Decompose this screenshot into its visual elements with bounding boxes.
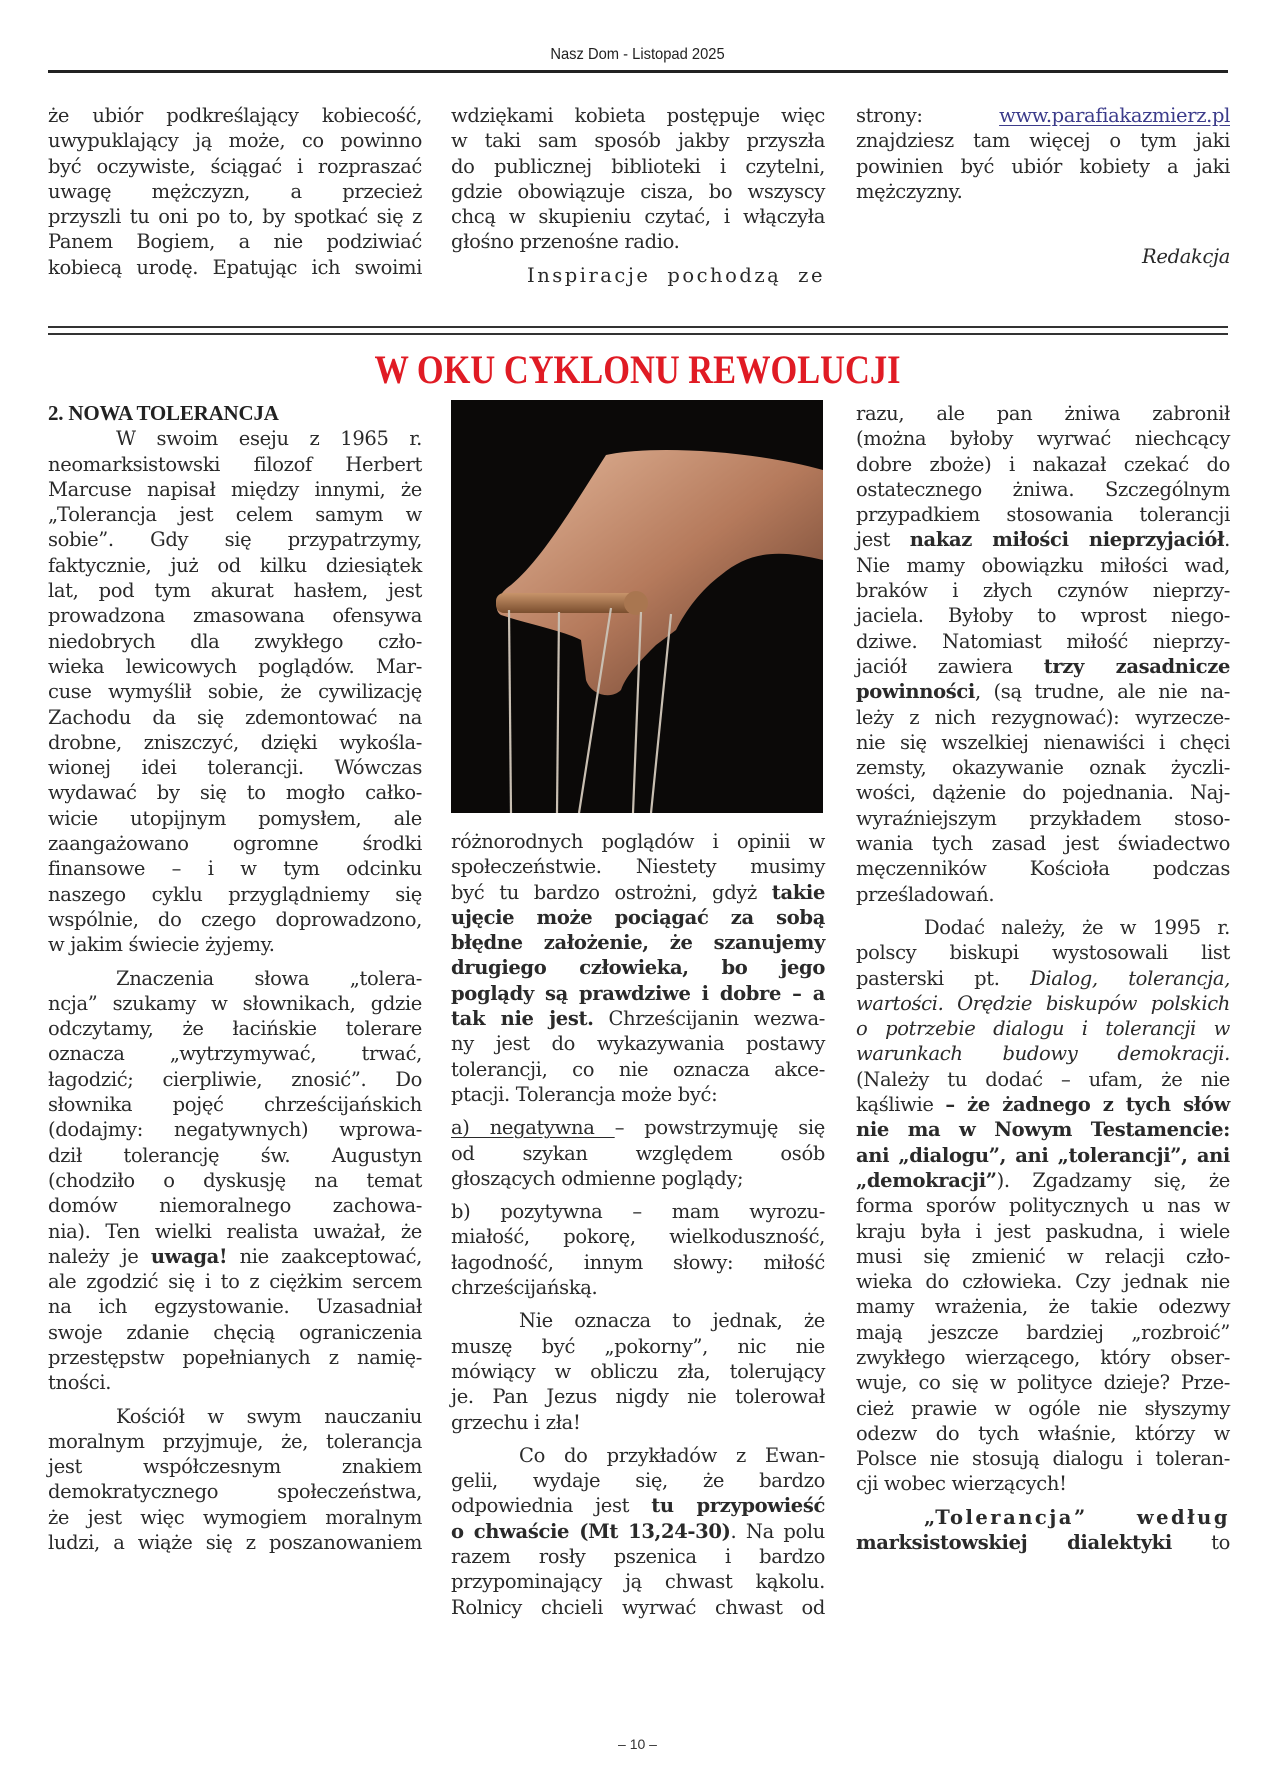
emphasis-line: błędne założenie, że szanujemy xyxy=(451,931,825,955)
text-fragment: kąśliwie xyxy=(856,1093,946,1117)
text-line: wuje, co się w polityce dzieje? Prze- xyxy=(856,1371,1230,1395)
text-fragment: pasterski pt. xyxy=(856,966,1031,990)
text-line: finansowe – i w tym odcinku xyxy=(48,857,422,881)
text-line: przypominający ją chwast kąkolu. xyxy=(451,1570,825,1594)
text-line: muszę być „pokorny”, nic nie xyxy=(451,1334,825,1358)
text-fragment: – powstrzymuję się xyxy=(614,1116,825,1140)
text-line: chcą w skupieniu czytać, i włączyła xyxy=(451,205,825,229)
emphasis-text: trzy zasadnicze xyxy=(1043,654,1230,678)
text-line: cuse wymyślił sobie, że cywilizację xyxy=(48,680,422,704)
text-line: uwagę mężczyzn, a przecież xyxy=(48,179,422,203)
text-line: łagodzić; cierpliwie, znosić”. Do xyxy=(48,1067,422,1091)
article-column-2 xyxy=(451,829,825,1620)
text-line xyxy=(856,1530,1230,1555)
list-item-negative xyxy=(451,1115,825,1140)
text-line: głośno przenośne radio. xyxy=(451,230,680,254)
text-line: że jest więc wymogiem moralnym xyxy=(48,1505,422,1529)
text-line: ostatecznego żniwa. Szczególnym xyxy=(856,477,1230,501)
text-line: nia). Ten wielki realista uważał, że xyxy=(48,1219,422,1243)
text-line: Panem Bogiem, a nie podziwiać xyxy=(48,230,422,254)
bible-reference: o chwaście (Mt 13,24-30) xyxy=(451,1519,731,1543)
text-line: wdziękami kobieta postępuje więc xyxy=(451,104,825,127)
text-line: domów niemoralnego zachowa- xyxy=(48,1194,422,1218)
text-line: ptacji. Tolerancja może być: xyxy=(451,1082,718,1106)
text-line: sobie”. Gdy się przypatrzymy, xyxy=(48,528,422,552)
article-title: W OKU CYKLONU REWOLUCJI xyxy=(374,347,901,392)
text-line xyxy=(856,654,1230,679)
text-line xyxy=(451,1493,825,1518)
text-line: wionej idei tolerancji. Wówczas xyxy=(48,756,422,780)
text-line: przestępstw popełnianych z namię- xyxy=(48,1345,422,1369)
marionette-hand-photo xyxy=(451,400,823,813)
text-line: mamy wrażenia, że takie odezwy xyxy=(856,1295,1230,1319)
text-line: polscy biskupi wystosowali list xyxy=(856,941,1230,965)
emphasis-line: drugiego człowieka, bo jego xyxy=(451,956,825,980)
text-line: jaciela. Byłoby to wprost niego- xyxy=(856,604,1230,628)
text-line: musi się zmienić w relacji czło- xyxy=(856,1244,1230,1268)
text-fragment: jest xyxy=(856,528,910,552)
text-line: wości, dążenie do pojednania. Naj- xyxy=(856,781,1230,805)
text-line: cież prawie w ogóle nie słyszymy xyxy=(856,1396,1230,1420)
text-line: ludzi, a wiąże się z poszanowaniem xyxy=(48,1531,422,1555)
text-line: ncja” szukamy w słownikach, gdzie xyxy=(48,991,422,1015)
emphasis-text: marksistowskiej dialektyki xyxy=(856,1531,1172,1555)
emphasis-text: nakaz miłości nieprzyjaciół xyxy=(909,528,1225,552)
text-line: społeczeństwie. Niestety musimy xyxy=(451,855,825,879)
text-fragment: nie zaakceptować, xyxy=(227,1244,422,1268)
text-line: wieka lewicowych poglądów. Mar- xyxy=(48,654,422,678)
text-line xyxy=(856,679,1230,704)
text-line: gelii, wydaje się, że bardzo xyxy=(451,1469,825,1493)
text-line: mężczyzny. xyxy=(856,179,963,203)
text-line: Kościół w swym nauczaniu xyxy=(116,1404,422,1428)
article-column-1 xyxy=(48,401,422,1555)
text-line: leży z nich rezygnować): wyrzecze- xyxy=(856,705,1230,729)
emphasis-text: takie xyxy=(771,880,825,904)
text-fragment: . xyxy=(1224,528,1230,552)
text-line: Polsce nie stosują dialogu i toleran- xyxy=(856,1447,1230,1471)
emphasis-text: – że żadnego z tych słów xyxy=(945,1093,1230,1117)
text-fragment: , (są trudne, ale nie na- xyxy=(974,680,1230,704)
text-line xyxy=(856,527,1230,552)
text-line: (dodajmy: negatywnych) wprowa- xyxy=(48,1118,422,1142)
text-line xyxy=(856,1092,1230,1117)
previous-article-column-2 xyxy=(451,103,825,288)
parish-website-link[interactable]: www.parafiakazmierz.pl xyxy=(999,104,1230,127)
text-line: forma sporów politycznych u nas w xyxy=(856,1194,1230,1218)
previous-article-column-1 xyxy=(48,103,422,280)
text-line: nie się wszelkiej nienawiści i chęci xyxy=(856,730,1230,754)
document-title: Dialog, tolerancja, xyxy=(1030,966,1230,990)
text-line: swoje zdanie chęcią ograniczenia xyxy=(48,1320,422,1344)
text-line xyxy=(48,1244,422,1269)
text-line: kobiecą urodę. Epatując ich swoimi xyxy=(48,255,422,279)
section-divider xyxy=(48,326,1228,328)
text-line: na ich egzystowanie. Uzasadniał xyxy=(48,1295,422,1319)
document-title-line: wartości. Orędzie biskupów polskich xyxy=(856,991,1230,1015)
text-line: chrześcijańską. xyxy=(451,1276,598,1300)
text-line: mówiący w obliczu zła, tolerujący xyxy=(451,1359,825,1383)
emphasis-text: tak nie jest. xyxy=(451,1007,594,1031)
text-line: wania tych zasad jest świadectwo xyxy=(856,832,1230,856)
text-line: różnorodnych poglądów i opinii w xyxy=(451,830,825,853)
text-line: wspólnie, do czego doprowadzono, xyxy=(48,907,422,931)
text-line: kraju była i jest paskudna, i wiele xyxy=(856,1219,1230,1243)
text-line: być oczywiste, ściągać i rozpraszać xyxy=(48,154,422,178)
text-line xyxy=(451,1006,825,1031)
text-line: znajdziesz tam więcej o tym jaki xyxy=(856,129,1230,153)
running-header: Nasz Dom - Listopad 2025 xyxy=(550,46,725,63)
text-line: że ubiór podkreślający kobiecość, xyxy=(48,104,422,127)
text-line: przypadkiem stosowania tolerancji xyxy=(856,503,1230,527)
section-heading: 2. NOWA TOLERANCJA xyxy=(48,401,279,425)
text-fragment: ). Zgadzamy się, że xyxy=(996,1168,1230,1192)
text-line: Dodać należy, że w 1995 r. xyxy=(924,915,1230,939)
text-fragment: strony: xyxy=(856,104,923,127)
text-line: cji wobec wierzących! xyxy=(856,1472,1067,1496)
text-line: łagodność, innym słowy: miłość xyxy=(451,1250,825,1274)
text-line xyxy=(451,880,825,905)
page-number: – 10 – xyxy=(618,1736,657,1752)
text-line: słownika pojęć chrześcijańskich xyxy=(48,1093,422,1117)
text-fragment: . Na polu xyxy=(730,1519,825,1543)
text-line: ale zgodzić się i to z ciężkim sercem xyxy=(48,1270,422,1294)
text-line: wieka do człowieka. Czy jednak nie xyxy=(856,1270,1230,1294)
text-line: odezw do tych właśnie, którzy w xyxy=(856,1421,1230,1445)
list-label: a) negatywna xyxy=(451,1116,615,1140)
text-line: Znaczenia słowa „tolera- xyxy=(116,966,422,990)
text-fragment: odpowiednia jest xyxy=(451,1494,652,1518)
text-line: miałość, pokorę, wielkoduszność, xyxy=(451,1225,825,1249)
text-line: męczenników Kościoła podczas xyxy=(856,857,1230,881)
previous-article-column-3 xyxy=(856,103,1230,269)
text-line: Nie oznacza to jednak, że xyxy=(519,1309,825,1333)
text-line: powinien być ubiór kobiety a jaki xyxy=(856,154,1230,178)
text-line: Zachodu da się zdemontować na xyxy=(48,705,422,729)
text-line: (Należy tu dodać – ufam, że nie xyxy=(856,1067,1230,1091)
text-fragment: Chrześcijanin wezwa- xyxy=(593,1007,825,1031)
text-line xyxy=(856,966,1230,991)
text-fragment: być tu bardzo ostrożni, gdyż xyxy=(451,880,772,904)
emphasis-text: powinności xyxy=(856,680,975,704)
text-line: dziwe. Natomiast miłość nieprzy- xyxy=(856,629,1230,653)
text-line: mają jeszcze bardziej „rozbroić” xyxy=(856,1320,1230,1344)
text-line: razu, ale pan żniwa zabronił xyxy=(856,402,1230,425)
document-title-line: warunkach budowy demokracji. xyxy=(856,1042,1230,1066)
text-line: do publicznej biblioteki i czytelni, xyxy=(451,154,825,178)
marionette-control-bar xyxy=(496,593,646,613)
text-line: drobne, zniszczyć, dzięki wykośla- xyxy=(48,730,422,754)
emphasis-line: ujęcie może pociągać za sobą xyxy=(451,905,825,929)
emphasis-line: nie ma w Nowym Testamencie: xyxy=(856,1118,1230,1142)
text-line: Inspiracje pochodzą ze xyxy=(527,263,825,287)
text-line: (chodziło o dyskusję na temat xyxy=(48,1168,422,1192)
text-line: prześladowań. xyxy=(856,882,995,906)
text-line: braków i złych czynów nieprzy- xyxy=(856,579,1230,603)
text-line: głoszących odmienne poglądy; xyxy=(451,1166,744,1190)
text-line: naszego cyklu przyglądniemy się xyxy=(48,882,422,906)
text-line: zwykłego wierzącego, który obser- xyxy=(856,1345,1230,1369)
text-line: niedobrych dla zwykłego czło- xyxy=(48,629,422,653)
text-line: tolerancji, co nie oznacza akce- xyxy=(451,1057,825,1081)
text-line: zemsty, okazywanie oznak życzli- xyxy=(856,756,1230,780)
signature: Redakcja xyxy=(1142,245,1230,269)
text-line: prowadzona zmasowana ofensywa xyxy=(48,604,422,628)
text-line: odczytamy, że łacińskie tolerare xyxy=(48,1017,422,1041)
text-line: Co do przykładów z Ewan- xyxy=(519,1443,825,1467)
emphasis-line: poglądy są prawdziwe i dobre – a xyxy=(451,981,825,1005)
text-line: moralnym przyjmuje, że, tolerancja xyxy=(48,1429,422,1453)
list-item-positive: b) pozytywna – mam wyrozu- xyxy=(451,1200,825,1224)
text-line xyxy=(856,103,1230,128)
text-line: wyraźniejszym przykładem stoso- xyxy=(856,806,1230,830)
text-line: zaangażowano ogromne środki xyxy=(48,832,422,856)
article-column-3 xyxy=(856,401,1230,1555)
section-divider xyxy=(48,333,1228,335)
text-line: demokratycznego społeczeństwa, xyxy=(48,1480,422,1504)
text-line: lat, pod tym akurat hasłem, jest xyxy=(48,579,422,603)
marionette-hand-illustration xyxy=(451,400,823,813)
text-fragment: należy je xyxy=(48,1244,151,1268)
text-fragment: jaciół zawiera xyxy=(856,654,1044,678)
text-line: gdzie obowiązuje cisza, bo wszyscy xyxy=(451,179,825,203)
text-line: ny jest do wykazywania postawy xyxy=(451,1032,825,1056)
text-line: jest współczesnym znakiem xyxy=(48,1455,422,1479)
text-line: je. Pan Jezus nigdy nie tolerował xyxy=(451,1385,825,1409)
text-line: Nie mamy obowiązku miłości wad, xyxy=(856,553,1230,577)
text-line: faktycznie, już od kilku dziesiątek xyxy=(48,553,422,577)
text-line: wicie utopijnym pomysłem, ale xyxy=(48,806,422,830)
text-line: wydawać by się to mogło całko- xyxy=(48,781,422,805)
text-line: oznacza „wytrzymywać, trwać, xyxy=(48,1042,422,1066)
text-line: uwypuklający ją może, co powinno xyxy=(48,129,422,153)
text-line: grzechu i zła! xyxy=(451,1410,581,1434)
emphasis-text: uwaga! xyxy=(150,1244,228,1268)
header-rule xyxy=(48,70,1228,73)
text-line: dził tolerancję św. Augustyn xyxy=(48,1143,422,1167)
text-line xyxy=(451,1519,825,1544)
emphasis-line: ani „dialogu”, ani „tolerancji”, ani xyxy=(856,1143,1230,1167)
text-line: od szykan względem osób xyxy=(451,1141,825,1165)
text-fragment: to xyxy=(1171,1531,1230,1555)
text-line: Rolnicy chcieli wyrwać chwast od xyxy=(451,1595,825,1619)
emphasis-text: „demokracji” xyxy=(856,1168,997,1192)
text-line: w taki sam sposób jakby przyszła xyxy=(451,129,825,153)
text-line: neomarksistowski filozof Herbert xyxy=(48,452,422,476)
text-line: (można byłoby wyrwać niechcący xyxy=(856,427,1230,451)
subheading-line: „Tolerancja” według xyxy=(924,1505,1230,1529)
text-line xyxy=(856,1168,1230,1193)
text-line: „Tolerancja jest celem samym w xyxy=(48,503,422,527)
text-line: przyszli tu oni po to, by spotkać się z xyxy=(48,205,422,229)
text-line: Marcuse napisał między innymi, że xyxy=(48,477,422,501)
document-title-line: o potrzebie dialogu i tolerancji w xyxy=(856,1017,1230,1041)
text-line: dobre zboże) i nakazał czekać do xyxy=(856,452,1230,476)
text-line: tności. xyxy=(48,1371,112,1395)
text-line: razem rosły pszenica i bardzo xyxy=(451,1545,825,1569)
text-line: w jakim świecie żyjemy. xyxy=(48,933,275,957)
emphasis-text: tu przypowieść xyxy=(651,1494,826,1518)
text-line: W swoim eseju z 1965 r. xyxy=(116,427,422,451)
